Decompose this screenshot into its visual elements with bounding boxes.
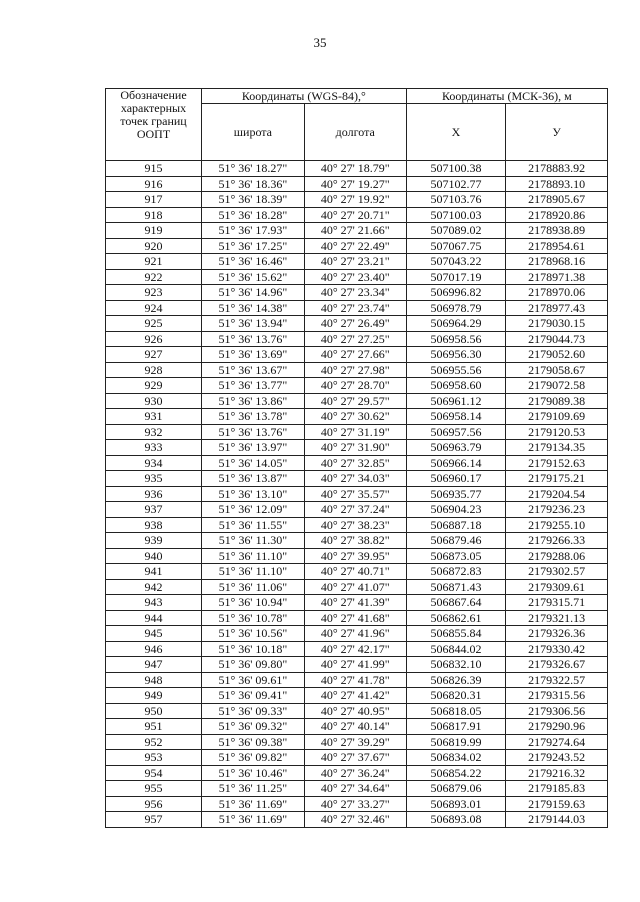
y-cell: 2178893.10 <box>506 176 608 192</box>
table-row <box>106 610 608 626</box>
latitude-cell: 51° 36' 09.32" <box>202 719 305 735</box>
x-cell: 506956.30 <box>406 347 506 363</box>
latitude-cell: 51° 36' 13.76" <box>202 424 305 440</box>
table-row <box>106 564 608 580</box>
latitude-cell: 51° 36' 10.78" <box>202 610 305 626</box>
y-cell: 2179326.36 <box>506 626 608 642</box>
point-id-cell: 939 <box>106 533 202 549</box>
y-cell: 2179255.10 <box>506 517 608 533</box>
point-id-cell: 935 <box>106 471 202 487</box>
point-id-cell: 928 <box>106 362 202 378</box>
x-cell: 506958.14 <box>406 409 506 425</box>
x-cell: 507043.22 <box>406 254 506 270</box>
table-row <box>106 502 608 518</box>
table-row <box>106 672 608 688</box>
longitude-cell: 40° 27' 19.92" <box>304 192 406 208</box>
x-cell: 506819.99 <box>406 734 506 750</box>
latitude-cell: 51° 36' 11.06" <box>202 579 305 595</box>
x-cell: 506867.64 <box>406 595 506 611</box>
x-cell: 506963.79 <box>406 440 506 456</box>
latitude-cell: 51° 36' 11.69" <box>202 812 305 828</box>
table-row <box>106 486 608 502</box>
x-cell: 506817.91 <box>406 719 506 735</box>
y-cell: 2179152.63 <box>506 455 608 471</box>
y-cell: 2179236.23 <box>506 502 608 518</box>
x-cell: 506844.02 <box>406 641 506 657</box>
table-row <box>106 424 608 440</box>
table-row <box>106 316 608 332</box>
table-row <box>106 254 608 270</box>
point-id-cell: 944 <box>106 610 202 626</box>
point-id-cell: 931 <box>106 409 202 425</box>
table-row <box>106 765 608 781</box>
table-row <box>106 176 608 192</box>
latitude-cell: 51° 36' 14.96" <box>202 285 305 301</box>
point-id-cell: 929 <box>106 378 202 394</box>
point-id-cell: 917 <box>106 192 202 208</box>
longitude-cell: 40° 27' 30.62" <box>304 409 406 425</box>
latitude-cell: 51° 36' 09.61" <box>202 672 305 688</box>
longitude-cell: 40° 27' 27.25" <box>304 331 406 347</box>
point-id-cell: 948 <box>106 672 202 688</box>
latitude-cell: 51° 36' 17.93" <box>202 223 305 239</box>
y-cell: 2179288.06 <box>506 548 608 564</box>
longitude-cell: 40° 27' 38.23" <box>304 517 406 533</box>
x-cell: 506826.39 <box>406 672 506 688</box>
table-row <box>106 548 608 564</box>
point-id-cell: 934 <box>106 455 202 471</box>
y-cell: 2179322.57 <box>506 672 608 688</box>
point-id-cell: 918 <box>106 207 202 223</box>
table-row <box>106 517 608 533</box>
msk36-header: Координаты (МСК-36), м <box>406 89 607 104</box>
table-row <box>106 719 608 735</box>
x-cell: 506820.31 <box>406 688 506 704</box>
latitude-cell: 51° 36' 16.46" <box>202 254 305 270</box>
y-cell: 2179185.83 <box>506 781 608 797</box>
table-row <box>106 362 608 378</box>
longitude-cell: 40° 27' 40.95" <box>304 703 406 719</box>
longitude-cell: 40° 27' 42.17" <box>304 641 406 657</box>
latitude-cell: 51° 36' 13.86" <box>202 393 305 409</box>
point-id-cell: 916 <box>106 176 202 192</box>
y-cell: 2179306.56 <box>506 703 608 719</box>
y-cell: 2178977.43 <box>506 300 608 316</box>
x-cell: 506893.01 <box>406 796 506 812</box>
table-row <box>106 269 608 285</box>
point-id-cell: 936 <box>106 486 202 502</box>
longitude-cell: 40° 27' 41.96" <box>304 626 406 642</box>
x-header: X <box>406 104 506 161</box>
latitude-cell: 51° 36' 11.69" <box>202 796 305 812</box>
table-row <box>106 471 608 487</box>
longitude-cell: 40° 27' 32.46" <box>304 812 406 828</box>
y-cell: 2178970.06 <box>506 285 608 301</box>
point-id-cell: 926 <box>106 331 202 347</box>
point-id-cell: 957 <box>106 812 202 828</box>
latitude-cell: 51° 36' 13.67" <box>202 362 305 378</box>
point-id-cell: 940 <box>106 548 202 564</box>
y-cell: 2179274.64 <box>506 734 608 750</box>
latitude-cell: 51° 36' 11.10" <box>202 548 305 564</box>
longitude-cell: 40° 27' 31.19" <box>304 424 406 440</box>
longitude-cell: 40° 27' 36.24" <box>304 765 406 781</box>
latitude-cell: 51° 36' 09.82" <box>202 750 305 766</box>
x-cell: 506960.17 <box>406 471 506 487</box>
y-cell: 2179159.63 <box>506 796 608 812</box>
y-cell: 2179326.67 <box>506 657 608 673</box>
latitude-cell: 51° 36' 13.87" <box>202 471 305 487</box>
table-row <box>106 781 608 797</box>
table-row <box>106 207 608 223</box>
x-cell: 507100.38 <box>406 161 506 177</box>
latitude-cell: 51° 36' 09.80" <box>202 657 305 673</box>
wgs84-header: Координаты (WGS-84),° <box>202 89 407 104</box>
x-cell: 506854.22 <box>406 765 506 781</box>
y-cell: 2179302.57 <box>506 564 608 580</box>
point-id-cell: 951 <box>106 719 202 735</box>
y-cell: 2179321.13 <box>506 610 608 626</box>
point-id-cell: 922 <box>106 269 202 285</box>
table-row <box>106 455 608 471</box>
point-id-cell: 933 <box>106 440 202 456</box>
longitude-cell: 40° 27' 34.64" <box>304 781 406 797</box>
table-row <box>106 688 608 704</box>
table-row <box>106 533 608 549</box>
longitude-cell: 40° 27' 23.40" <box>304 269 406 285</box>
point-id-cell: 946 <box>106 641 202 657</box>
latitude-cell: 51° 36' 09.33" <box>202 703 305 719</box>
table-row <box>106 796 608 812</box>
y-cell: 2178954.61 <box>506 238 608 254</box>
longitude-cell: 40° 27' 34.03" <box>304 471 406 487</box>
point-id-cell: 930 <box>106 393 202 409</box>
latitude-cell: 51° 36' 10.46" <box>202 765 305 781</box>
point-id-cell: 947 <box>106 657 202 673</box>
x-cell: 507102.77 <box>406 176 506 192</box>
latitude-cell: 51° 36' 13.76" <box>202 331 305 347</box>
x-cell: 506935.77 <box>406 486 506 502</box>
longitude-cell: 40° 27' 31.90" <box>304 440 406 456</box>
latitude-cell: 51° 36' 13.78" <box>202 409 305 425</box>
x-cell: 506879.06 <box>406 781 506 797</box>
point-id-cell: 943 <box>106 595 202 611</box>
y-cell: 2179052.60 <box>506 347 608 363</box>
longitude-header: долгота <box>304 104 406 161</box>
longitude-cell: 40° 27' 41.68" <box>304 610 406 626</box>
longitude-cell: 40° 27' 40.71" <box>304 564 406 580</box>
table-row <box>106 347 608 363</box>
y-cell: 2179120.53 <box>506 424 608 440</box>
y-cell: 2179266.33 <box>506 533 608 549</box>
latitude-cell: 51° 36' 11.55" <box>202 517 305 533</box>
table-row <box>106 285 608 301</box>
latitude-cell: 51° 36' 09.38" <box>202 734 305 750</box>
y-cell: 2178968.16 <box>506 254 608 270</box>
latitude-cell: 51° 36' 13.10" <box>202 486 305 502</box>
longitude-cell: 40° 27' 41.42" <box>304 688 406 704</box>
x-cell: 507017.19 <box>406 269 506 285</box>
point-id-cell: 937 <box>106 502 202 518</box>
point-id-cell: 950 <box>106 703 202 719</box>
latitude-cell: 51° 36' 15.62" <box>202 269 305 285</box>
x-cell: 506862.61 <box>406 610 506 626</box>
latitude-cell: 51° 36' 10.94" <box>202 595 305 611</box>
x-cell: 506904.23 <box>406 502 506 518</box>
table-row <box>106 161 608 177</box>
longitude-cell: 40° 27' 22.49" <box>304 238 406 254</box>
table-row <box>106 626 608 642</box>
x-cell: 507089.02 <box>406 223 506 239</box>
point-id-cell: 923 <box>106 285 202 301</box>
table-row <box>106 440 608 456</box>
latitude-cell: 51° 36' 17.25" <box>202 238 305 254</box>
point-id-cell: 915 <box>106 161 202 177</box>
x-cell: 506818.05 <box>406 703 506 719</box>
point-id-cell: 938 <box>106 517 202 533</box>
longitude-cell: 40° 27' 33.27" <box>304 796 406 812</box>
table-body <box>106 161 608 828</box>
point-id-cell: 919 <box>106 223 202 239</box>
x-cell: 506961.12 <box>406 393 506 409</box>
y-cell: 2178971.38 <box>506 269 608 285</box>
y-cell: 2179089.38 <box>506 393 608 409</box>
point-id-cell: 952 <box>106 734 202 750</box>
latitude-cell: 51° 36' 13.94" <box>202 316 305 332</box>
x-cell: 506966.14 <box>406 455 506 471</box>
y-cell: 2179134.35 <box>506 440 608 456</box>
longitude-cell: 40° 27' 41.78" <box>304 672 406 688</box>
point-id-cell: 956 <box>106 796 202 812</box>
y-cell: 2179290.96 <box>506 719 608 735</box>
longitude-cell: 40° 27' 27.66" <box>304 347 406 363</box>
longitude-cell: 40° 27' 41.39" <box>304 595 406 611</box>
y-cell: 2179044.73 <box>506 331 608 347</box>
latitude-cell: 51° 36' 12.09" <box>202 502 305 518</box>
x-cell: 507100.03 <box>406 207 506 223</box>
table-row <box>106 734 608 750</box>
latitude-cell: 51° 36' 11.25" <box>202 781 305 797</box>
table-row <box>106 750 608 766</box>
point-id-cell: 924 <box>106 300 202 316</box>
y-cell: 2179072.58 <box>506 378 608 394</box>
point-id-header: Обозначение характерных точек границ ООПТ <box>106 89 202 161</box>
latitude-cell: 51° 36' 13.69" <box>202 347 305 363</box>
longitude-cell: 40° 27' 40.14" <box>304 719 406 735</box>
y-cell: 2179243.52 <box>506 750 608 766</box>
y-cell: 2179216.32 <box>506 765 608 781</box>
x-cell: 506958.60 <box>406 378 506 394</box>
y-cell: 2179330.42 <box>506 641 608 657</box>
table-row <box>106 409 608 425</box>
y-cell: 2178938.89 <box>506 223 608 239</box>
point-id-cell: 921 <box>106 254 202 270</box>
x-cell: 506958.56 <box>406 331 506 347</box>
x-cell: 506873.05 <box>406 548 506 564</box>
table-row <box>106 703 608 719</box>
table-row <box>106 300 608 316</box>
x-cell: 506893.08 <box>406 812 506 828</box>
longitude-cell: 40° 27' 21.66" <box>304 223 406 239</box>
longitude-cell: 40° 27' 18.79" <box>304 161 406 177</box>
longitude-cell: 40° 27' 23.74" <box>304 300 406 316</box>
longitude-cell: 40° 27' 23.21" <box>304 254 406 270</box>
longitude-cell: 40° 27' 37.67" <box>304 750 406 766</box>
x-cell: 506834.02 <box>406 750 506 766</box>
table-row <box>106 378 608 394</box>
point-id-cell: 949 <box>106 688 202 704</box>
x-cell: 506955.56 <box>406 362 506 378</box>
point-id-cell: 920 <box>106 238 202 254</box>
latitude-cell: 51° 36' 10.18" <box>202 641 305 657</box>
point-id-cell: 954 <box>106 765 202 781</box>
longitude-cell: 40° 27' 26.49" <box>304 316 406 332</box>
y-cell: 2179175.21 <box>506 471 608 487</box>
y-cell: 2179109.69 <box>506 409 608 425</box>
longitude-cell: 40° 27' 19.27" <box>304 176 406 192</box>
table-row <box>106 238 608 254</box>
latitude-cell: 51° 36' 14.05" <box>202 455 305 471</box>
latitude-cell: 51° 36' 14.38" <box>202 300 305 316</box>
table-row <box>106 192 608 208</box>
point-id-cell: 953 <box>106 750 202 766</box>
point-id-cell: 925 <box>106 316 202 332</box>
longitude-cell: 40° 27' 29.57" <box>304 393 406 409</box>
latitude-cell: 51° 36' 13.77" <box>202 378 305 394</box>
longitude-cell: 40° 27' 20.71" <box>304 207 406 223</box>
x-cell: 506879.46 <box>406 533 506 549</box>
y-cell: 2179058.67 <box>506 362 608 378</box>
y-cell: 2178920.86 <box>506 207 608 223</box>
longitude-cell: 40° 27' 35.57" <box>304 486 406 502</box>
y-header: У <box>506 104 608 161</box>
latitude-cell: 51° 36' 18.39" <box>202 192 305 208</box>
coordinates-table <box>105 88 608 828</box>
x-cell: 506872.83 <box>406 564 506 580</box>
table-row <box>106 641 608 657</box>
longitude-cell: 40° 27' 37.24" <box>304 502 406 518</box>
latitude-cell: 51° 36' 10.56" <box>202 626 305 642</box>
x-cell: 506978.79 <box>406 300 506 316</box>
table-row <box>106 812 608 828</box>
point-id-cell: 932 <box>106 424 202 440</box>
point-id-cell: 945 <box>106 626 202 642</box>
longitude-cell: 40° 27' 23.34" <box>304 285 406 301</box>
y-cell: 2179030.15 <box>506 316 608 332</box>
latitude-cell: 51° 36' 11.30" <box>202 533 305 549</box>
x-cell: 506871.43 <box>406 579 506 595</box>
latitude-header: широта <box>202 104 305 161</box>
latitude-cell: 51° 36' 18.27" <box>202 161 305 177</box>
table-row <box>106 393 608 409</box>
x-cell: 507067.75 <box>406 238 506 254</box>
longitude-cell: 40° 27' 39.95" <box>304 548 406 564</box>
x-cell: 506957.56 <box>406 424 506 440</box>
y-cell: 2179315.71 <box>506 595 608 611</box>
point-id-cell: 941 <box>106 564 202 580</box>
x-cell: 506832.10 <box>406 657 506 673</box>
page-number: 35 <box>313 35 327 50</box>
point-id-cell: 955 <box>106 781 202 797</box>
x-cell: 506964.29 <box>406 316 506 332</box>
y-cell: 2179144.03 <box>506 812 608 828</box>
latitude-cell: 51° 36' 11.10" <box>202 564 305 580</box>
table-row <box>106 331 608 347</box>
y-cell: 2179204.54 <box>506 486 608 502</box>
x-cell: 506887.18 <box>406 517 506 533</box>
latitude-cell: 51° 36' 18.28" <box>202 207 305 223</box>
table-row <box>106 595 608 611</box>
y-cell: 2178883.92 <box>506 161 608 177</box>
longitude-cell: 40° 27' 41.99" <box>304 657 406 673</box>
latitude-cell: 51° 36' 13.97" <box>202 440 305 456</box>
point-id-cell: 927 <box>106 347 202 363</box>
point-id-cell: 942 <box>106 579 202 595</box>
longitude-cell: 40° 27' 28.70" <box>304 378 406 394</box>
x-cell: 506996.82 <box>406 285 506 301</box>
y-cell: 2179309.61 <box>506 579 608 595</box>
longitude-cell: 40° 27' 41.07" <box>304 579 406 595</box>
table-row <box>106 579 608 595</box>
table-header <box>106 89 608 161</box>
longitude-cell: 40° 27' 32.85" <box>304 455 406 471</box>
y-cell: 2178905.67 <box>506 192 608 208</box>
table-row <box>106 657 608 673</box>
longitude-cell: 40° 27' 27.98" <box>304 362 406 378</box>
table-row <box>106 223 608 239</box>
x-cell: 506855.84 <box>406 626 506 642</box>
y-cell: 2179315.56 <box>506 688 608 704</box>
x-cell: 507103.76 <box>406 192 506 208</box>
longitude-cell: 40° 27' 38.82" <box>304 533 406 549</box>
longitude-cell: 40° 27' 39.29" <box>304 734 406 750</box>
latitude-cell: 51° 36' 09.41" <box>202 688 305 704</box>
latitude-cell: 51° 36' 18.36" <box>202 176 305 192</box>
